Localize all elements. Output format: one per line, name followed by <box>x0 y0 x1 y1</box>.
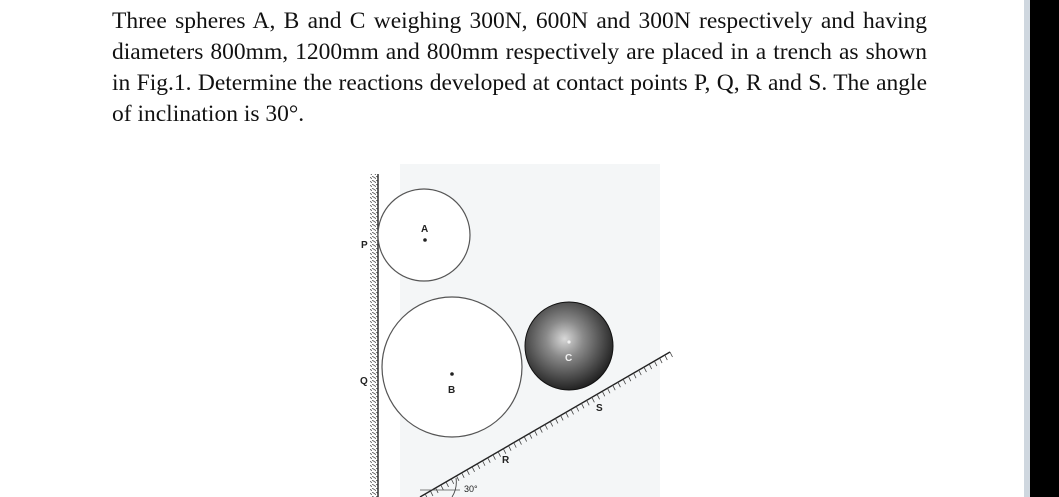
figure-trench-spheres <box>340 164 700 497</box>
sphere-c-center <box>567 340 570 343</box>
sphere-c-label: C <box>565 353 573 364</box>
sphere-a <box>378 189 470 281</box>
contact-point-q: Q <box>360 376 368 387</box>
sphere-a-center <box>423 238 427 242</box>
sphere-b-center <box>450 372 454 376</box>
vertical-wall <box>370 174 378 497</box>
sphere-b-label: B <box>448 385 456 396</box>
sphere-c <box>525 302 613 390</box>
sphere-b <box>382 297 522 437</box>
contact-point-p: P <box>361 240 368 251</box>
sphere-a-label: A <box>421 224 429 235</box>
trench-diagram <box>340 164 700 497</box>
contact-point-r: R <box>502 455 510 466</box>
angle-label: 30° <box>464 484 478 494</box>
contact-point-s: S <box>596 403 603 414</box>
problem-statement: Three spheres A, B and C weighing 300N, 600N and 300N respectively and having diameters 800mm, 1200mm and 800mm respectively are placed in a trench as shown in Fig.1. Determine the reactions developed at contact points P, Q, R and S. The angle of inclination is 30°. <box>112 8 927 127</box>
